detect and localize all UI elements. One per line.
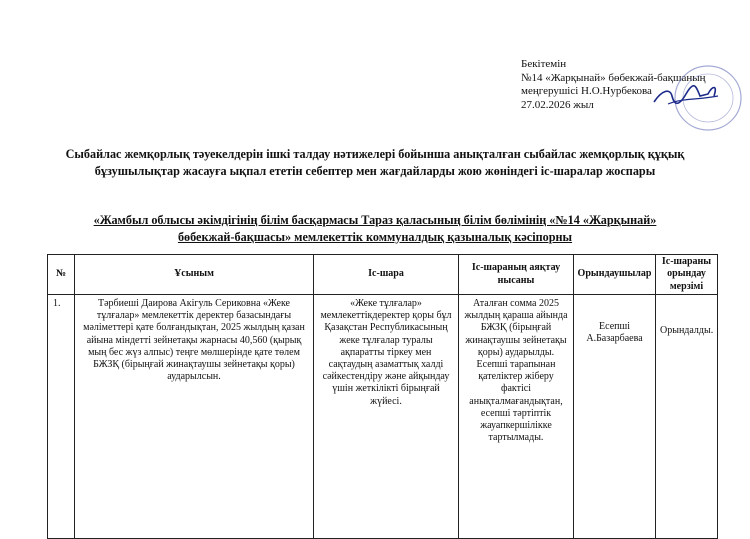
header-completion-form: Іс-шараның аяқтау нысаны — [459, 255, 574, 295]
organization-subtitle: «Жамбыл облысы әкімдігінің білім басқармасы Тараз қаласының білім бөлімінің «№14 «Жарқынай» бөбекжай-бақшасы» мемлекеттік коммуналдық қазыналық кәсіпорны — [93, 213, 657, 244]
cell-completion-form: Аталған сомма 2025 жылдың қараша айында БЖЗҚ (бірыңғай жинақтаушы зейнетақы қоры) аударылды. Есепші тарапынан қателіктер жіберу фактісі анықталмағандықтан, есепші тәртіптік жауапкершілікке тартылмады. — [459, 295, 574, 539]
approval-date: 27.02.2026 жыл — [521, 98, 594, 111]
cell-proposal: Тәрбиеші Даирова Акігуль Сериковна «Жеке тұлғалар» мемлекеттік деректер базасындағы мәліметтері қате болғандықтан, 2025 жылдың қазан айына міндетті зейнетақы жарнасы 40,560 (қырық мың бес жүз алпыс) теңге мөлшерінде қате төлем БЖЗҚ (бірыңғай жинақтаушы зейнетақы қоры) аударылсын. — [75, 295, 314, 539]
cell-executors: Есепші А.Базарбаева — [574, 295, 656, 539]
cell-num: 1. — [48, 295, 75, 539]
header-measure: Іс-шара — [314, 255, 459, 295]
approval-organization: №14 «Жарқынай» бөбекжай-бақшаның — [521, 71, 706, 84]
header-proposal: Ұсыным — [75, 255, 314, 295]
header-num: № — [48, 255, 75, 295]
document-title: Сыбайлас жемқорлық тәуекелдерін ішкі талдау нәтижелері бойынша анықталған сыбайлас жемқорлық құқық бұзушылықтар жасауға ықпал ететін себептер мен жағдайларды жою жөніндегі іс-шаралар жоспары — [65, 147, 685, 178]
header-deadline: Іс-шараны орындау мерзімі — [656, 255, 718, 295]
header-executors: Орындаушылар — [574, 255, 656, 295]
table-row — [48, 295, 718, 539]
table-header-row — [48, 255, 718, 295]
cell-deadline: Орындалды. — [656, 295, 718, 539]
approval-heading: Бекітемін — [521, 58, 567, 70]
cell-measure: «Жеке тұлғалар» мемлекеттікдеректер қоры бұл Қазақстан Республикасының жеке тұлғалар туралы ақпаратты тіркеу мен сақтаудың азаматтық халді сәйкестендіру және айқындау үшін жеткілікті бірыңғай жүйесі. — [314, 295, 459, 539]
approval-block — [521, 58, 736, 112]
approval-head-name: меңгерушісі Н.О.Нурбекова — [521, 85, 652, 97]
action-plan-table — [47, 254, 718, 539]
